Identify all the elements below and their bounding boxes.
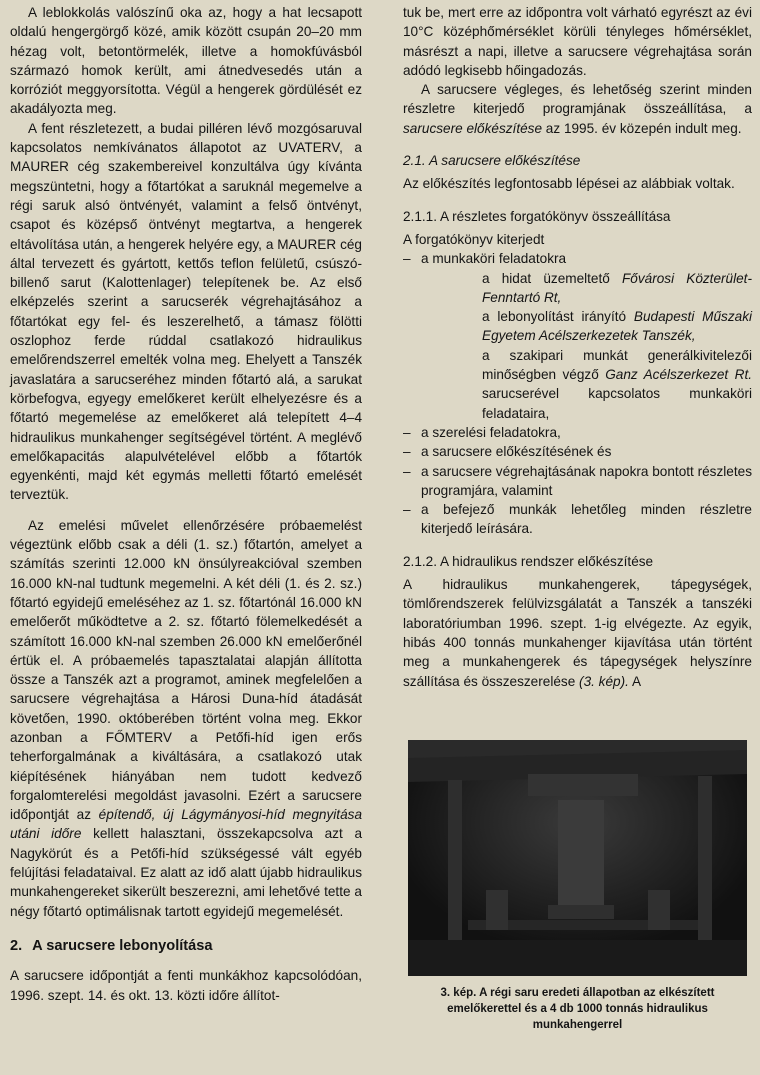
- list-item-text: a sarucsere előkészítésének és: [421, 444, 612, 460]
- list-item: [403, 249, 752, 423]
- sublist-item-3-text: a szakipari munkát generálkivitelezői minőségben végző: [482, 347, 752, 383]
- right-paragraph-2: [403, 80, 752, 138]
- left-paragraph-3-end: kellett halasztani, összekapcsolva azt a Nagykörút és a Petőfi-híd szükségessé vált egyéb felújítási feladataival. Ez alatt az idő alatt újabb hidraulikus munkahengereket sikerült beszerezni, ami lehetővé tette a négy főtartó optimálisnak tartott egyidejű megemelését.: [10, 826, 363, 919]
- sublist-item-1: [482, 269, 752, 308]
- left-paragraph-4: A sarucsere időpontját a fenti munkákhoz kapcsolódóan, 1996. szept. 14. és okt. 13. közti időre állítot-: [10, 968, 362, 1003]
- sublist-item-2: [482, 307, 752, 346]
- list-item: [403, 442, 752, 461]
- scope-list: [403, 249, 752, 538]
- right-paragraph-2-end: az 1995. év közepén indult meg.: [542, 120, 742, 136]
- dash-mark: –: [403, 444, 411, 460]
- list-item-text: a munkaköri feladatokra: [421, 251, 567, 267]
- dash-mark: –: [403, 424, 411, 440]
- right-paragraph-1: tuk be, mert erre az időpontra volt várható egyrészt az évi 10°C középhőmérséklet körüli tényleges hőmérséklet, másrészt a napi, illetve a sarucsere végrehajtása során adódó legkisebb hőingadozás.: [403, 5, 752, 78]
- right-paragraph-5-end: A: [628, 673, 642, 689]
- left-paragraph-1: A leblokkolás valószínű oka az, hogy a hat lecsapott oldalú hengergörgő közé, amik között csupán 20–20 mm hézag volt, betontörmelék, illetve a homokfúvásból származó homok került, ami átnedvesedés után a korróziót meggyorsította. Végül a hengerek gördülését ez akadályozta meg.: [10, 5, 362, 117]
- list-item-text: a sarucsere végrehajtásának napokra bontott részletes programjára, valamint: [421, 463, 752, 498]
- dash-mark: –: [403, 502, 411, 518]
- left-paragraph-3-italic: építendő, új Lágymányosi-híd megnyitása utáni időre: [10, 807, 362, 842]
- right-column: [403, 0, 752, 691]
- section-2-title: A sarucsere lebonyolítása: [32, 937, 213, 954]
- right-paragraph-2-text: A sarucsere végleges, és lehetőség szerint minden részletre kiterjedő programjának összeállítása, a: [403, 82, 752, 117]
- bearing-photo-image: [408, 740, 747, 976]
- sublist-item-2-italic: Budapesti Műszaki Egyetem Acélszerkezetek Tanszék,: [482, 309, 753, 344]
- left-paragraph-3: [10, 516, 362, 921]
- sublist-item-3-italic: Ganz Acélszerkezet Rt.: [605, 367, 753, 383]
- sublist-item-1-text: a hidat üzemeltető: [482, 270, 622, 286]
- right-paragraph-5-italic: (3. kép).: [579, 673, 629, 689]
- sublist-item-2-text: a lebonyolítást irányító: [482, 309, 634, 325]
- dash-mark: –: [403, 251, 411, 267]
- section-2-1-2-heading: 2.1.2. A hidraulikus rendszer előkészítése: [403, 553, 654, 569]
- left-column: [10, 0, 362, 1005]
- right-paragraph-5-text: A hidraulikus munkahengerek, tápegységek, tömlőrendszerek felülvizsgálatát a Tanszék a tanszéki laboratóriumban 1996. szept. 1-ig elvégezte. Az egyik, hibás 400 tonnás munkahenger kijavítása után történt meg a munkahengerek és tápegységek helyszínre szállítása és összeszerelése: [403, 577, 752, 689]
- right-paragraph-2-italic: sarucsere előkészítése: [403, 120, 543, 136]
- right-paragraph-5: [403, 575, 752, 691]
- list-item-text: a befejező munkák lehetőleg minden részletre kiterjedő leírására.: [421, 502, 752, 537]
- section-2-number: 2.: [10, 937, 23, 954]
- sublist-item-3: [482, 346, 752, 423]
- dash-mark: –: [403, 463, 411, 479]
- left-paragraph-2: A fent részletezett, a budai pilléren lévő mozgósaruval kapcsolatos nemkívánatos állapotot az UVATERV, a MAURER cég szakembereivel konzultálva úgy kívánta megszüntetni, hogy a főtartókat a saruknál megemelve a régi saruk alsó öntvényét, valamint a felső öntvényt, csapot és középső öntvényt megtartva, a hengerek eltávolítása után, a hengerek helyére egy, a MAURER cég által tervezett és gyártott, kettős teflon felületű, csúszó-billenő sarut (Kalottenlager) telepítenek be. Az első elképzelés szerint a sarucserék végrehajtásához a főtartókat egy fel- és leszerelhető, a támasz fölötti oszlophoz ferde rúddal csatlakozó hidraulikus emelőrendszerrel emelték volna meg. Ehelyett a Tanszék javaslatára a sarucseréhez minden főtartó alá, a sarukat körbefogva, egyegy emelőkeret került elhelyezésre és a főtartó megemelése az emelőkeret alá telepített 4–4 hidraulikus munkahenger segítségével történt. A meglévő emelőkapacitás alapulvételével előbb a főtartók egyenkénti, majd két egymás melletti főtartó emelését terveztük.: [10, 120, 362, 503]
- bearing-photo: [408, 740, 747, 976]
- right-paragraph-3: Az előkészítés legfontosabb lépései az alábbiak voltak.: [403, 176, 735, 192]
- list-item: [403, 500, 752, 539]
- section-2-1-heading: 2.1. A sarucsere előkészítése: [403, 153, 581, 169]
- sublist-item-3-end: sarucserével kapcsolatos munkaköri feladataira,: [482, 386, 752, 421]
- section-2-heading: [10, 937, 362, 956]
- list-item: [403, 423, 752, 442]
- sublist-item-1-italic: Fővárosi Közterület-Fenntartó Rt,: [482, 270, 752, 305]
- list-item-text: a szerelési feladatokra,: [421, 424, 561, 440]
- section-2-1-1-heading: 2.1.1. A részletes forgatókönyv összeállítása: [403, 208, 671, 224]
- list-item: [403, 462, 752, 501]
- right-paragraph-4: A forgatókönyv kiterjedt: [403, 231, 545, 247]
- left-paragraph-3-text: Az emelési művelet ellenőrzésére próbaemelést végeztünk előbb csak a déli (1. sz.) főtartón, amelyet a számítás szerinti 12.000 kN önsúlyreakcióval szemben 16.000 kN-nal tudtunk megemelni. A két déli (1. és 2. sz.) főtartó egyidejű emeléséhez az 1. sz. főtartónál 16.000 kN emelőerőt működtetve a 2. sz. főtartó fölemelkedését a számított 16.000 kN-nal szemben 26.000 kN emelőerőnél értük el. A próbaemelés tapasztalatai alapján állította össze a Tanszék azt a programot, aminek megfelelően a sarucsere végrehajtása a Hárosi Duna-híd átadását követően, 1990. októberében történt volna meg. Ekkor azonban a FŐMTERV a Petőfi-híd igen erős teherforgalmának a kiváltására, a csatlakozó utak kiépítésének hiányában nem tudott kedvező forgalomterelési megoldást javasolni. Ezért a sarucsere időpontját az: [10, 517, 362, 823]
- photo-caption: 3. kép. A régi saru eredeti állapotban az elkészített emelőkerettel és a 4 db 1000 tonnás hidraulikus munkahengerrel: [440, 987, 715, 1031]
